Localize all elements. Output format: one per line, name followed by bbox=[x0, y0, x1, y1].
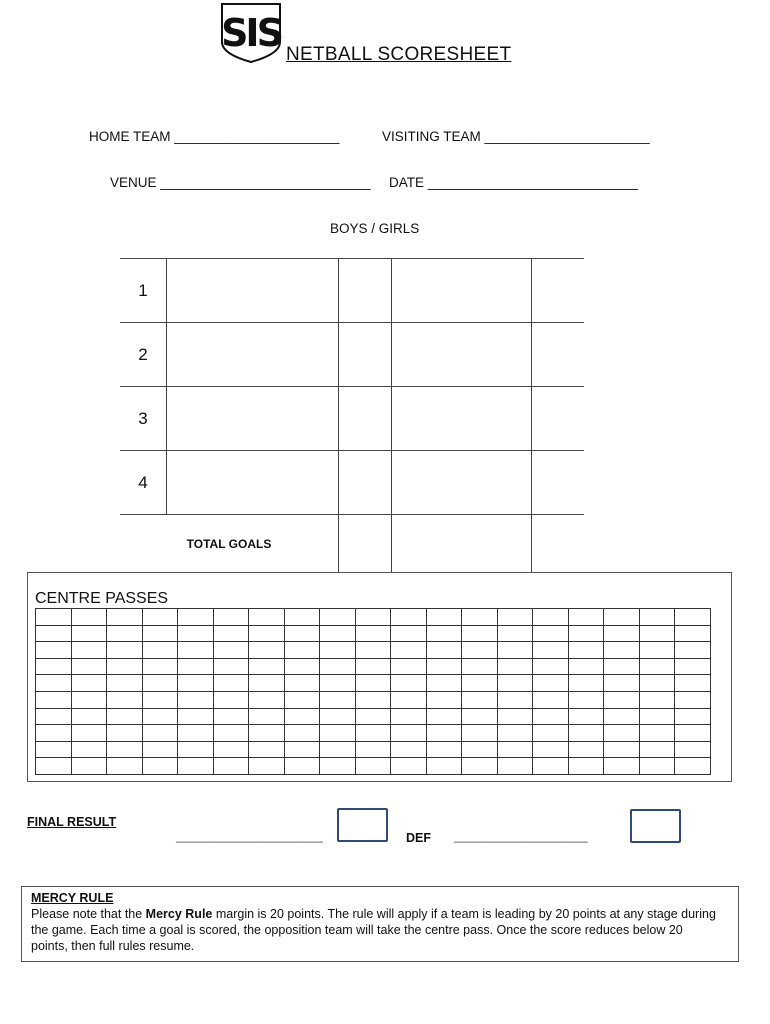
centre-pass-cell[interactable] bbox=[213, 658, 249, 675]
centre-pass-cell[interactable] bbox=[462, 625, 498, 642]
total-goals-label: TOTAL GOALS bbox=[120, 515, 339, 573]
centre-pass-cell[interactable] bbox=[639, 642, 675, 659]
centre-pass-cell[interactable] bbox=[213, 708, 249, 725]
centre-pass-cell[interactable] bbox=[320, 658, 356, 675]
centre-pass-cell[interactable] bbox=[497, 708, 533, 725]
home-team-result-line[interactable]: ______________________ bbox=[176, 829, 323, 843]
centre-pass-row bbox=[36, 691, 711, 708]
centre-pass-cell[interactable] bbox=[249, 758, 285, 775]
centre-pass-cell[interactable] bbox=[142, 658, 178, 675]
centre-pass-cell[interactable] bbox=[426, 741, 462, 758]
centre-pass-cell[interactable] bbox=[178, 691, 214, 708]
centre-pass-row bbox=[36, 741, 711, 758]
centre-pass-cell[interactable] bbox=[142, 741, 178, 758]
centre-pass-cell[interactable] bbox=[320, 741, 356, 758]
quarter-row bbox=[120, 387, 584, 451]
centre-pass-cell[interactable] bbox=[71, 609, 107, 626]
quarter-number: 3 bbox=[120, 387, 167, 451]
logo-text: SIS bbox=[221, 11, 281, 55]
centre-pass-cell[interactable] bbox=[284, 642, 320, 659]
centre-pass-cell[interactable] bbox=[36, 741, 72, 758]
centre-pass-row bbox=[36, 675, 711, 692]
centre-pass-cell[interactable] bbox=[249, 658, 285, 675]
quarter-number: 1 bbox=[120, 259, 167, 323]
home-team-field[interactable]: HOME TEAM ______________________ bbox=[89, 129, 340, 144]
centre-pass-cell[interactable] bbox=[462, 708, 498, 725]
home-scorer-cell[interactable] bbox=[167, 451, 339, 515]
home-score-cell[interactable] bbox=[339, 451, 392, 515]
mercy-rule-bold: Mercy Rule bbox=[145, 907, 213, 921]
centre-pass-cell[interactable] bbox=[639, 675, 675, 692]
centre-pass-cell[interactable] bbox=[36, 609, 72, 626]
centre-pass-cell[interactable] bbox=[36, 675, 72, 692]
quarter-score-table bbox=[120, 258, 584, 572]
quarter-number: 2 bbox=[120, 323, 167, 387]
centre-pass-cell[interactable] bbox=[604, 725, 640, 742]
centre-pass-cell[interactable] bbox=[639, 658, 675, 675]
centre-pass-cell[interactable] bbox=[107, 642, 143, 659]
centre-pass-cell[interactable] bbox=[36, 642, 72, 659]
away-score-cell[interactable] bbox=[532, 387, 585, 451]
centre-pass-cell[interactable] bbox=[462, 675, 498, 692]
centre-pass-cell[interactable] bbox=[107, 691, 143, 708]
quarter-row bbox=[120, 259, 584, 323]
home-total-cell[interactable] bbox=[339, 515, 392, 573]
centre-pass-cell[interactable] bbox=[426, 675, 462, 692]
final-result-label: FINAL RESULT bbox=[27, 815, 117, 829]
centre-pass-cell[interactable] bbox=[675, 708, 711, 725]
centre-pass-cell[interactable] bbox=[355, 691, 391, 708]
centre-pass-cell[interactable] bbox=[533, 708, 569, 725]
centre-pass-cell[interactable] bbox=[675, 625, 711, 642]
centre-pass-cell[interactable] bbox=[462, 691, 498, 708]
centre-pass-cell[interactable] bbox=[320, 708, 356, 725]
home-score-cell[interactable] bbox=[339, 259, 392, 323]
centre-pass-cell[interactable] bbox=[568, 725, 604, 742]
centre-pass-cell[interactable] bbox=[284, 691, 320, 708]
centre-pass-cell[interactable] bbox=[604, 691, 640, 708]
centre-pass-cell[interactable] bbox=[71, 642, 107, 659]
centre-pass-cell[interactable] bbox=[142, 642, 178, 659]
centre-pass-cell[interactable] bbox=[462, 725, 498, 742]
centre-pass-cell[interactable] bbox=[355, 609, 391, 626]
centre-pass-cell[interactable] bbox=[533, 725, 569, 742]
centre-pass-cell[interactable] bbox=[533, 675, 569, 692]
centre-pass-cell[interactable] bbox=[284, 725, 320, 742]
centre-pass-cell[interactable] bbox=[568, 708, 604, 725]
centre-pass-cell[interactable] bbox=[320, 642, 356, 659]
away-scorer-cell[interactable] bbox=[392, 259, 532, 323]
home-scorer-cell[interactable] bbox=[167, 387, 339, 451]
centre-pass-cell[interactable] bbox=[675, 691, 711, 708]
away-team-result-line[interactable]: ____________________ bbox=[454, 829, 588, 843]
centre-pass-cell[interactable] bbox=[533, 758, 569, 775]
centre-pass-cell[interactable] bbox=[178, 625, 214, 642]
centre-pass-cell[interactable] bbox=[320, 758, 356, 775]
centre-pass-cell[interactable] bbox=[36, 758, 72, 775]
centre-pass-cell[interactable] bbox=[355, 625, 391, 642]
centre-pass-cell[interactable] bbox=[639, 741, 675, 758]
centre-pass-cell[interactable] bbox=[213, 675, 249, 692]
centre-pass-cell[interactable] bbox=[71, 758, 107, 775]
centre-pass-cell[interactable] bbox=[355, 725, 391, 742]
centre-pass-cell[interactable] bbox=[639, 691, 675, 708]
centre-pass-cell[interactable] bbox=[462, 642, 498, 659]
quarter-row bbox=[120, 451, 584, 515]
away-total-cell[interactable] bbox=[532, 515, 585, 573]
page-title: NETBALL SCORESHEET bbox=[286, 44, 512, 65]
centre-pass-cell[interactable] bbox=[533, 741, 569, 758]
centre-pass-cell[interactable] bbox=[178, 725, 214, 742]
centre-pass-cell[interactable] bbox=[284, 609, 320, 626]
centre-pass-cell[interactable] bbox=[249, 741, 285, 758]
centre-pass-cell[interactable] bbox=[284, 675, 320, 692]
centre-pass-cell[interactable] bbox=[36, 658, 72, 675]
centre-pass-cell[interactable] bbox=[604, 675, 640, 692]
centre-pass-cell[interactable] bbox=[604, 609, 640, 626]
centre-pass-cell[interactable] bbox=[107, 675, 143, 692]
centre-pass-cell[interactable] bbox=[426, 609, 462, 626]
def-label: DEF bbox=[406, 831, 431, 845]
centre-pass-cell[interactable] bbox=[107, 758, 143, 775]
centre-pass-cell[interactable] bbox=[462, 758, 498, 775]
centre-pass-cell[interactable] bbox=[568, 642, 604, 659]
centre-pass-cell[interactable] bbox=[213, 642, 249, 659]
centre-pass-cell[interactable] bbox=[497, 675, 533, 692]
centre-pass-cell[interactable] bbox=[604, 658, 640, 675]
centre-pass-cell[interactable] bbox=[213, 741, 249, 758]
centre-pass-cell[interactable] bbox=[604, 625, 640, 642]
centre-pass-cell[interactable] bbox=[462, 658, 498, 675]
centre-pass-row bbox=[36, 658, 711, 675]
centre-pass-cell[interactable] bbox=[178, 658, 214, 675]
centre-pass-cell[interactable] bbox=[142, 675, 178, 692]
centre-pass-cell[interactable] bbox=[355, 741, 391, 758]
centre-pass-cell[interactable] bbox=[497, 758, 533, 775]
centre-pass-cell[interactable] bbox=[71, 725, 107, 742]
centre-pass-cell[interactable] bbox=[391, 758, 427, 775]
centre-pass-cell[interactable] bbox=[426, 708, 462, 725]
centre-pass-cell[interactable] bbox=[178, 741, 214, 758]
home-scorer-cell[interactable] bbox=[167, 323, 339, 387]
centre-pass-cell[interactable] bbox=[462, 609, 498, 626]
centre-pass-cell[interactable] bbox=[391, 642, 427, 659]
centre-pass-cell[interactable] bbox=[249, 675, 285, 692]
centre-pass-cell[interactable] bbox=[497, 691, 533, 708]
centre-pass-cell[interactable] bbox=[249, 625, 285, 642]
centre-pass-cell[interactable] bbox=[284, 758, 320, 775]
centre-pass-row bbox=[36, 625, 711, 642]
away-score-cell[interactable] bbox=[532, 451, 585, 515]
centre-pass-cell[interactable] bbox=[284, 625, 320, 642]
sis-logo bbox=[218, 2, 284, 64]
centre-pass-cell[interactable] bbox=[36, 725, 72, 742]
centre-pass-cell[interactable] bbox=[320, 725, 356, 742]
mercy-rule-title: MERCY RULE bbox=[31, 891, 114, 905]
centre-pass-cell[interactable] bbox=[675, 642, 711, 659]
centre-pass-cell[interactable] bbox=[142, 758, 178, 775]
centre-pass-cell[interactable] bbox=[320, 691, 356, 708]
quarter-row bbox=[120, 323, 584, 387]
centre-pass-cell[interactable] bbox=[320, 675, 356, 692]
centre-pass-cell[interactable] bbox=[249, 609, 285, 626]
centre-pass-cell[interactable] bbox=[497, 609, 533, 626]
centre-pass-cell[interactable] bbox=[107, 725, 143, 742]
centre-pass-row bbox=[36, 609, 711, 626]
centre-pass-cell[interactable] bbox=[391, 691, 427, 708]
centre-pass-cell[interactable] bbox=[107, 658, 143, 675]
centre-pass-cell[interactable] bbox=[284, 658, 320, 675]
away-score-cell[interactable] bbox=[532, 259, 585, 323]
centre-pass-cell[interactable] bbox=[249, 725, 285, 742]
centre-pass-cell[interactable] bbox=[675, 725, 711, 742]
centre-pass-cell[interactable] bbox=[675, 741, 711, 758]
date-field[interactable]: DATE ____________________________ bbox=[389, 175, 638, 190]
centre-pass-cell[interactable] bbox=[71, 658, 107, 675]
centre-pass-cell[interactable] bbox=[213, 758, 249, 775]
centre-pass-cell[interactable] bbox=[178, 642, 214, 659]
centre-pass-cell[interactable] bbox=[213, 725, 249, 742]
centre-pass-cell[interactable] bbox=[320, 625, 356, 642]
centre-pass-cell[interactable] bbox=[142, 609, 178, 626]
centre-pass-cell[interactable] bbox=[178, 708, 214, 725]
centre-pass-cell[interactable] bbox=[142, 725, 178, 742]
centre-pass-cell[interactable] bbox=[391, 625, 427, 642]
centre-pass-cell[interactable] bbox=[355, 658, 391, 675]
centre-pass-cell[interactable] bbox=[284, 708, 320, 725]
centre-pass-cell[interactable] bbox=[36, 625, 72, 642]
centre-pass-row bbox=[36, 725, 711, 742]
centre-pass-cell[interactable] bbox=[568, 741, 604, 758]
mercy-text-after: margin is 20 points. The rule will apply if a team is leading by 20 points at any stage during the game. Each time a goal is scored, the opposition team will take the centre pass. Once the score reduces below 20 points, then full rules resume. bbox=[31, 907, 716, 953]
centre-pass-cell[interactable] bbox=[462, 741, 498, 758]
centre-pass-cell[interactable] bbox=[71, 708, 107, 725]
centre-pass-cell[interactable] bbox=[675, 675, 711, 692]
centre-pass-cell[interactable] bbox=[604, 708, 640, 725]
centre-pass-cell[interactable] bbox=[675, 609, 711, 626]
centre-pass-row bbox=[36, 758, 711, 775]
centre-pass-cell[interactable] bbox=[107, 741, 143, 758]
centre-pass-cell[interactable] bbox=[71, 625, 107, 642]
centre-pass-cell[interactable] bbox=[142, 625, 178, 642]
centre-pass-cell[interactable] bbox=[107, 708, 143, 725]
centre-pass-cell[interactable] bbox=[568, 691, 604, 708]
centre-pass-cell[interactable] bbox=[426, 758, 462, 775]
centre-pass-cell[interactable] bbox=[355, 758, 391, 775]
centre-pass-cell[interactable] bbox=[533, 625, 569, 642]
centre-pass-cell[interactable] bbox=[249, 642, 285, 659]
centre-pass-cell[interactable] bbox=[604, 741, 640, 758]
centre-pass-cell[interactable] bbox=[213, 625, 249, 642]
centre-pass-cell[interactable] bbox=[391, 708, 427, 725]
centre-pass-cell[interactable] bbox=[497, 658, 533, 675]
away-scorer-cell[interactable] bbox=[392, 451, 532, 515]
centre-pass-cell[interactable] bbox=[213, 609, 249, 626]
centre-pass-cell[interactable] bbox=[142, 691, 178, 708]
centre-pass-cell[interactable] bbox=[639, 708, 675, 725]
centre-pass-cell[interactable] bbox=[355, 675, 391, 692]
centre-pass-cell[interactable] bbox=[355, 642, 391, 659]
centre-pass-cell[interactable] bbox=[639, 758, 675, 775]
centre-pass-cell[interactable] bbox=[497, 725, 533, 742]
centre-pass-cell[interactable] bbox=[36, 691, 72, 708]
away-scorer-cell[interactable] bbox=[392, 323, 532, 387]
quarter-number: 4 bbox=[120, 451, 167, 515]
away-score-cell[interactable] bbox=[532, 323, 585, 387]
away-final-score-box[interactable] bbox=[630, 809, 681, 843]
centre-pass-cell[interactable] bbox=[178, 758, 214, 775]
mercy-text-before: Please note that the bbox=[31, 907, 146, 921]
centre-pass-row bbox=[36, 642, 711, 659]
centre-pass-cell[interactable] bbox=[533, 658, 569, 675]
centre-pass-cell[interactable] bbox=[426, 658, 462, 675]
centre-pass-cell[interactable] bbox=[639, 625, 675, 642]
away-total-spacer bbox=[392, 515, 532, 573]
centre-pass-cell[interactable] bbox=[675, 758, 711, 775]
centre-pass-cell[interactable] bbox=[568, 625, 604, 642]
centre-pass-cell[interactable] bbox=[391, 658, 427, 675]
centre-pass-cell[interactable] bbox=[284, 741, 320, 758]
centre-pass-cell[interactable] bbox=[142, 708, 178, 725]
centre-pass-cell[interactable] bbox=[497, 625, 533, 642]
centre-passes-grid bbox=[35, 608, 711, 775]
centre-pass-cell[interactable] bbox=[604, 642, 640, 659]
visiting-team-field[interactable]: VISITING TEAM ______________________ bbox=[382, 129, 650, 144]
home-score-cell[interactable] bbox=[339, 323, 392, 387]
centre-pass-cell[interactable] bbox=[568, 658, 604, 675]
centre-pass-cell[interactable] bbox=[178, 675, 214, 692]
total-goals-row bbox=[120, 515, 584, 573]
home-score-cell[interactable] bbox=[339, 387, 392, 451]
centre-pass-cell[interactable] bbox=[568, 758, 604, 775]
centre-pass-cell[interactable] bbox=[36, 708, 72, 725]
centre-pass-cell[interactable] bbox=[213, 691, 249, 708]
away-scorer-cell[interactable] bbox=[392, 387, 532, 451]
centre-pass-cell[interactable] bbox=[107, 625, 143, 642]
centre-pass-cell[interactable] bbox=[391, 741, 427, 758]
centre-pass-cell[interactable] bbox=[426, 642, 462, 659]
centre-pass-cell[interactable] bbox=[604, 758, 640, 775]
centre-pass-cell[interactable] bbox=[71, 691, 107, 708]
centre-pass-cell[interactable] bbox=[320, 609, 356, 626]
centre-pass-cell[interactable] bbox=[533, 642, 569, 659]
mercy-rule-text bbox=[31, 906, 721, 954]
centre-passes-label: CENTRE PASSES bbox=[35, 590, 169, 607]
centre-pass-cell[interactable] bbox=[178, 609, 214, 626]
centre-pass-cell[interactable] bbox=[249, 691, 285, 708]
centre-pass-cell[interactable] bbox=[568, 675, 604, 692]
centre-pass-cell[interactable] bbox=[533, 609, 569, 626]
centre-pass-cell[interactable] bbox=[71, 675, 107, 692]
centre-pass-cell[interactable] bbox=[426, 725, 462, 742]
centre-pass-cell[interactable] bbox=[426, 625, 462, 642]
centre-pass-cell[interactable] bbox=[391, 675, 427, 692]
centre-pass-cell[interactable] bbox=[107, 609, 143, 626]
home-scorer-cell[interactable] bbox=[167, 259, 339, 323]
centre-pass-cell[interactable] bbox=[497, 741, 533, 758]
centre-pass-cell[interactable] bbox=[391, 725, 427, 742]
centre-pass-cell[interactable] bbox=[71, 741, 107, 758]
centre-pass-cell[interactable] bbox=[533, 691, 569, 708]
boys-girls-label: BOYS / GIRLS bbox=[330, 221, 420, 236]
centre-pass-cell[interactable] bbox=[426, 691, 462, 708]
centre-pass-cell[interactable] bbox=[355, 708, 391, 725]
venue-field[interactable]: VENUE ____________________________ bbox=[110, 175, 371, 190]
centre-pass-cell[interactable] bbox=[497, 642, 533, 659]
home-final-score-box[interactable] bbox=[337, 808, 388, 842]
centre-pass-cell[interactable] bbox=[639, 609, 675, 626]
centre-pass-cell[interactable] bbox=[249, 708, 285, 725]
centre-pass-cell[interactable] bbox=[675, 658, 711, 675]
centre-pass-cell[interactable] bbox=[639, 725, 675, 742]
centre-pass-cell[interactable] bbox=[568, 609, 604, 626]
centre-pass-row bbox=[36, 708, 711, 725]
centre-pass-cell[interactable] bbox=[391, 609, 427, 626]
